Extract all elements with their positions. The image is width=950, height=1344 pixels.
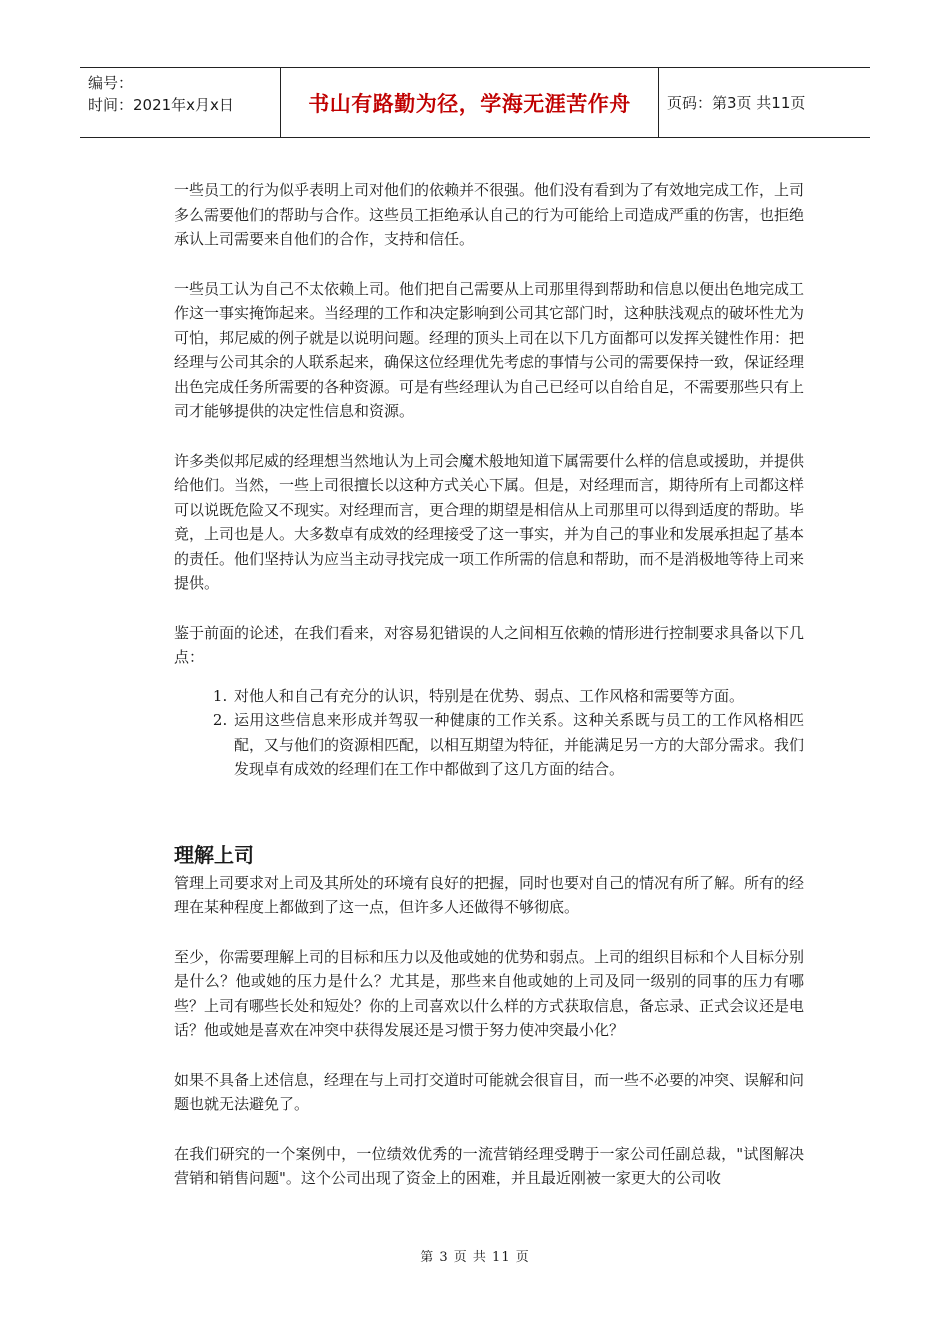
paragraph: 一些员工认为自己不太依赖上司。他们把自己需要从上司那里得到帮助和信息以便出色地完成工作这一事实掩饰起来。当经理的工作和决定影响到公司其它部门时，这种肤浅观点的破坏性尤为可怕，邦尼威的例子就是以说明问题。经理的顶头上司在以下几方面都可以发挥关键性作用：把经理与公司其余的人联系起来，确保这位经理优先考虑的事情与公司的需要保持一致，保证经理出色完成任务所需要的各种资源。可是有些经理认为自己已经可以自给自足，不需要那些只有上司才能够提供的决定性信息和资源。 [174,279,805,420]
paragraph: 一些员工的行为似乎表明上司对他们的依赖并不很强。他们没有看到为了有效地完成工作，上司多么需要他们的帮助与合作。这些员工拒绝承认自己的行为可能给上司造成严重的伤害，也拒绝承认上司需要来自他们的合作，支持和信任。 [174,181,805,248]
list-item: 1. 对他人和自己有充分的认识，特别是在优势、弱点、工作风格和需要等方面。 [232,684,804,709]
paragraph: 至少，你需要理解上司的目标和压力以及他或她的优势和弱点。上司的组织目标和个人目标分别是什么？他或她的压力是什么？尤其是，那些来自他或她的上司及同一级别的同事的压力有哪些？上司有哪些长处和短处？你的上司喜欢以什么样的方式获取信息，备忘录、正式会议还是电话？他或她是喜欢在冲突中获得发展还是习惯于努力使冲突最小化？ [174,947,805,1039]
paragraph: 管理上司要求对上司及其所处的环境有良好的把握，同时也要对自己的情况有所了解。所有的经理在某种程度上都做到了这一点，但许多人还做得不够彻底。 [174,873,805,916]
page-footer: 第 3 页 共 11 页 [420,1250,530,1265]
paragraph: 在我们研究的一个案例中，一位绩效优秀的一流营销经理受聘于一家公司任副总裁，"试图解决营销和销售问题"。这个公司出现了资金上的困难，并且最近刚被一家更大的公司收 [174,1144,804,1187]
header-page-number: 页码：第3页 共11页 [667,94,806,112]
header-motto: 书山有路勤为径，学海无涯苦作舟 [281,68,659,137]
doc-time: 时间：2021年x月x日 [88,96,234,114]
list-item: 2. 运用这些信息来形成并驾驭一种健康的工作关系。这种关系既与员工的工作风格相匹配，又与他们的资源相匹配，以相互期望为特征，并能满足另一方的大部分需求。我们发现卓有成效的经理们在工作中都做到了这几方面的结合。 [232,708,804,782]
doc-number: 编号： [88,74,134,92]
section-heading: 理解上司 [174,842,254,867]
paragraph: 鉴于前面的论述，在我们看来，对容易犯错误的人之间相互依赖的情形进行控制要求具备以下几点： [174,623,805,666]
header-meta [80,68,281,137]
paragraph: 如果不具备上述信息，经理在与上司打交道时可能就会很盲目，而一些不必要的冲突、误解和问题也就无法避免了。 [174,1070,805,1113]
numbered-list [174,684,804,782]
paragraph: 许多类似邦尼威的经理想当然地认为上司会魔术般地知道下属需要什么样的信息或援助，并提供给他们。当然，一些上司很擅长以这种方式关心下属。但是，对经理而言，期待所有上司都这样可以说既危险又不现实。对经理而言，更合理的期望是相信从上司那里可以得到适度的帮助。毕竟，上司也是人。大多数卓有成效的经理接受了这一事实，并为自己的事业和发展承担起了基本的责任。他们坚持认为应当主动寻找完成一项工作所需的信息和帮助，而不是消极地等待上司来提供。 [174,451,805,592]
page-header [80,67,870,138]
document-body [174,178,804,1216]
